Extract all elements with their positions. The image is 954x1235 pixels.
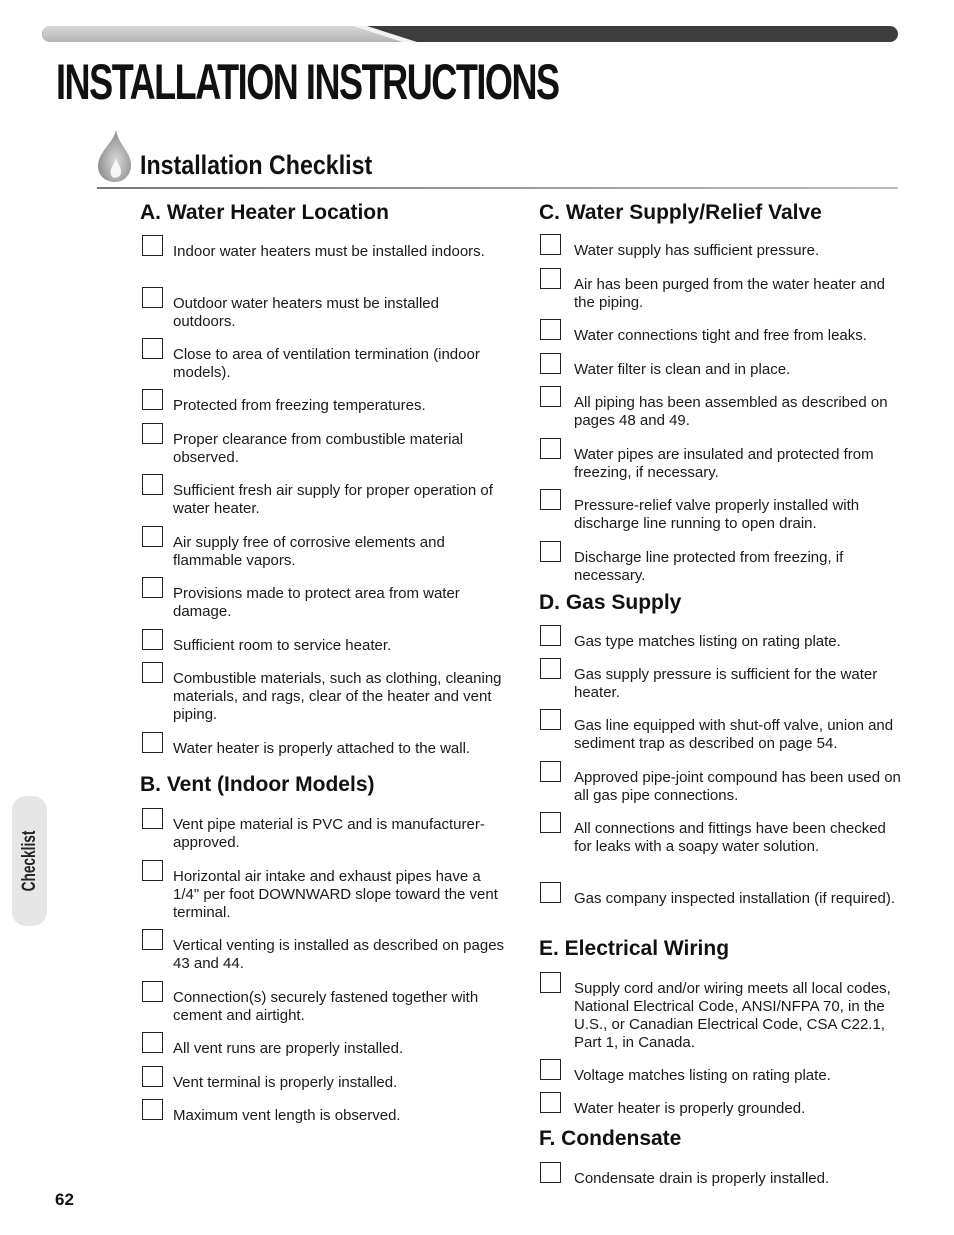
checklist-item-text: Combustible materials, such as clothing, cleaning materials, and rags, clear of the heater and vent piping. — [173, 670, 502, 723]
checklist-item-text: Water heater is properly grounded. — [574, 1100, 806, 1117]
checklist-item-text: Horizontal air intake and exhaust pipes have a 1/4" per foot DOWNWARD slope toward the vent terminal. — [173, 868, 498, 921]
checkbox[interactable] — [142, 860, 163, 881]
checklist-item-text: Condensate drain is properly installed. — [574, 1170, 830, 1187]
checkbox[interactable] — [142, 235, 163, 256]
checkbox[interactable] — [142, 808, 163, 829]
page-title: INSTALLATION INSTRUCTIONS — [56, 54, 559, 110]
group-heading-water-supply: C. Water Supply/Relief Valve — [539, 201, 822, 224]
checkbox[interactable] — [540, 268, 561, 289]
checklist-item-text: Supply cord and/or wiring meets all local codes, National Electrical Code, ANSI/NFPA 70, in the U.S., or Canadian Electrical Code, CSA C22.1, Part 1, in Canada. — [574, 980, 891, 1051]
checklist-item-text: Gas supply pressure is sufficient for the water heater. — [574, 666, 878, 701]
checkbox[interactable] — [142, 629, 163, 650]
checkbox[interactable] — [540, 761, 561, 782]
checklist-item-text: Outdoor water heaters must be installed outdoors. — [173, 295, 439, 330]
checkbox[interactable] — [540, 1162, 561, 1183]
checkbox[interactable] — [142, 1099, 163, 1120]
checkbox[interactable] — [540, 1092, 561, 1113]
checkbox[interactable] — [540, 489, 561, 510]
checklist-item-text: Close to area of ventilation termination (indoor models). — [173, 346, 480, 381]
group-heading-electrical-wiring: E. Electrical Wiring — [539, 937, 730, 960]
checklist-item-text: Sufficient fresh air supply for proper operation of water heater. — [173, 482, 493, 517]
left-column — [140, 0, 505, 1235]
checklist-item-text: Vertical venting is installed as described on pages 43 and 44. — [173, 937, 505, 972]
section-title: Installation Checklist — [140, 150, 373, 180]
checklist-item-text: Protected from freezing temperatures. — [173, 397, 426, 414]
checklist-item-text: All vent runs are properly installed. — [173, 1040, 404, 1057]
checkbox[interactable] — [540, 625, 561, 646]
checklist-item-text: Water filter is clean and in place. — [574, 361, 791, 378]
checkbox[interactable] — [540, 353, 561, 374]
checklist-item-text: Gas company inspected installation (if required). — [574, 890, 895, 907]
checklist-item-text: Maximum vent length is observed. — [173, 1107, 401, 1124]
checklist-item-text: Sufficient room to service heater. — [173, 637, 392, 654]
checklist-item-text: All piping has been assembled as described on pages 48 and 49. — [574, 394, 888, 429]
checklist-item-text: Voltage matches listing on rating plate. — [574, 1067, 831, 1084]
checklist-item-text: Connection(s) securely fastened together with cement and airtight. — [173, 989, 479, 1024]
checkbox[interactable] — [142, 981, 163, 1002]
checkbox[interactable] — [142, 1066, 163, 1087]
checkbox[interactable] — [142, 287, 163, 308]
checklist-item-text: Air supply free of corrosive elements and flammable vapors. — [173, 534, 445, 569]
checklist-item-text: Water supply has sufficient pressure. — [574, 242, 820, 259]
checkbox[interactable] — [142, 389, 163, 410]
side-tab-label: Checklist — [18, 830, 40, 892]
checkbox[interactable] — [142, 929, 163, 950]
page-number: 62 — [55, 1190, 74, 1209]
group-heading-condensate: F. Condensate — [539, 1127, 682, 1150]
checkbox[interactable] — [142, 662, 163, 683]
checklist-item-text: Gas type matches listing on rating plate. — [574, 633, 841, 650]
checklist-item-text: Air has been purged from the water heater and the piping. — [574, 276, 886, 311]
checklist-item-text: Vent pipe material is PVC and is manufacturer-approved. — [173, 816, 485, 851]
checkbox[interactable] — [540, 1059, 561, 1080]
checkbox[interactable] — [142, 1032, 163, 1053]
checkbox[interactable] — [540, 541, 561, 562]
checkbox[interactable] — [142, 526, 163, 547]
checkbox[interactable] — [142, 577, 163, 598]
checklist-item-text: Vent terminal is properly installed. — [173, 1074, 398, 1091]
checklist-item-text: Indoor water heaters must be installed indoors. — [173, 243, 485, 260]
checklist-item-text: All connections and fittings have been checked for leaks with a soapy water solution. — [574, 820, 886, 855]
checklist-item-text: Provisions made to protect area from water damage. — [173, 585, 460, 620]
checklist-item-text: Pressure-relief valve properly installed with discharge line running to open drain. — [574, 497, 860, 532]
checkbox[interactable] — [540, 658, 561, 679]
checklist-item-text: Water pipes are insulated and protected from freezing, if necessary. — [574, 446, 874, 481]
checklist-item-text: Proper clearance from combustible material observed. — [173, 431, 464, 466]
checkbox[interactable] — [540, 234, 561, 255]
checkbox[interactable] — [540, 709, 561, 730]
checkbox[interactable] — [142, 732, 163, 753]
checklist-item-text: Water heater is properly attached to the wall. — [173, 740, 471, 757]
checklist-item-text: Water connections tight and free from leaks. — [574, 327, 867, 344]
checkbox[interactable] — [540, 438, 561, 459]
checkbox[interactable] — [142, 423, 163, 444]
checkbox[interactable] — [142, 474, 163, 495]
checkbox[interactable] — [540, 319, 561, 340]
checkbox[interactable] — [142, 338, 163, 359]
group-heading-gas-supply: D. Gas Supply — [539, 591, 682, 614]
checkbox[interactable] — [540, 972, 561, 993]
group-heading-water-heater-location: A. Water Heater Location — [140, 201, 389, 224]
side-tab — [12, 796, 47, 926]
water-drop-icon — [94, 128, 134, 184]
checkbox[interactable] — [540, 812, 561, 833]
checklist-item-text: Approved pipe-joint compound has been used on all gas pipe connections. — [574, 769, 901, 804]
checklist-item-text: Gas line equipped with shut-off valve, union and sediment trap as described on page 54. — [574, 717, 894, 752]
checkbox[interactable] — [540, 882, 561, 903]
checklist-item-text: Discharge line protected from freezing, if necessary. — [574, 549, 844, 584]
checkbox[interactable] — [540, 386, 561, 407]
right-column — [539, 0, 901, 1235]
group-heading-vent: B. Vent (Indoor Models) — [140, 773, 375, 796]
